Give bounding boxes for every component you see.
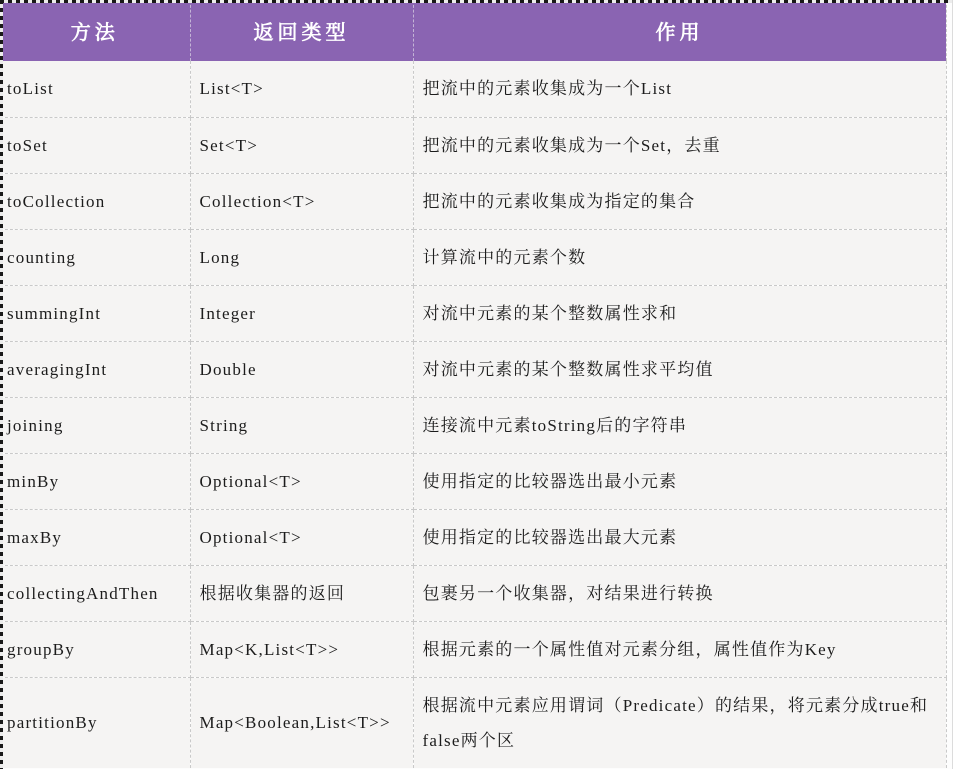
purpose-cell: 连接流中元素toString后的字符串: [413, 397, 946, 453]
method-cell: partitionBy: [0, 677, 190, 768]
table-row: [0, 509, 946, 565]
table-row: [0, 341, 946, 397]
purpose-cell: 对流中元素的某个整数属性求和: [413, 285, 946, 341]
table-header: [0, 0, 946, 61]
purpose-cell: 计算流中的元素个数: [413, 229, 946, 285]
method-cell: toCollection: [0, 173, 190, 229]
table-row: [0, 173, 946, 229]
return-type-cell: Optional<T>: [190, 509, 413, 565]
header-cell-method: 方法: [0, 0, 190, 61]
table-row: [0, 61, 946, 117]
selection-border-left: [0, 0, 3, 769]
header-cell-return-type: 返回类型: [190, 0, 413, 61]
table-row: [0, 677, 946, 768]
return-type-cell: Set<T>: [190, 117, 413, 173]
table-row: [0, 565, 946, 621]
purpose-cell: 使用指定的比较器选出最小元素: [413, 453, 946, 509]
table-row: [0, 285, 946, 341]
method-cell: toSet: [0, 117, 190, 173]
return-type-cell: Double: [190, 341, 413, 397]
return-type-cell: Map<K,List<T>>: [190, 621, 413, 677]
table-row: [0, 229, 946, 285]
table-row: [0, 453, 946, 509]
table-row: [0, 397, 946, 453]
return-type-cell: String: [190, 397, 413, 453]
return-type-cell: Map<Boolean,List<T>>: [190, 677, 413, 768]
purpose-cell: 根据元素的一个属性值对元素分组，属性值作为Key: [413, 621, 946, 677]
purpose-cell: 把流中的元素收集成为指定的集合: [413, 173, 946, 229]
table-body: [0, 61, 946, 768]
method-cell: collectingAndThen: [0, 565, 190, 621]
return-type-cell: Long: [190, 229, 413, 285]
purpose-cell: 使用指定的比较器选出最大元素: [413, 509, 946, 565]
method-cell: joining: [0, 397, 190, 453]
method-cell: summingInt: [0, 285, 190, 341]
return-type-cell: List<T>: [190, 61, 413, 117]
header-cell-purpose: 作用: [413, 0, 946, 61]
purpose-cell: 把流中的元素收集成为一个Set，去重: [413, 117, 946, 173]
purpose-cell: 对流中元素的某个整数属性求平均值: [413, 341, 946, 397]
header-row: [0, 0, 946, 61]
method-cell: groupBy: [0, 621, 190, 677]
table-row: [0, 621, 946, 677]
return-type-cell: Integer: [190, 285, 413, 341]
return-type-cell: 根据收集器的返回: [190, 565, 413, 621]
method-cell: toList: [0, 61, 190, 117]
purpose-cell: 根据流中元素应用谓词（Predicate）的结果，将元素分成true和false两个区: [413, 677, 946, 768]
method-cell: counting: [0, 229, 190, 285]
method-cell: minBy: [0, 453, 190, 509]
method-cell: averagingInt: [0, 341, 190, 397]
table-row: [0, 117, 946, 173]
purpose-cell: 包裹另一个收集器，对结果进行转换: [413, 565, 946, 621]
method-cell: maxBy: [0, 509, 190, 565]
return-type-cell: Collection<T>: [190, 173, 413, 229]
selection-border-top: [0, 0, 953, 3]
return-type-cell: Optional<T>: [190, 453, 413, 509]
purpose-cell: 把流中的元素收集成为一个List: [413, 61, 946, 117]
